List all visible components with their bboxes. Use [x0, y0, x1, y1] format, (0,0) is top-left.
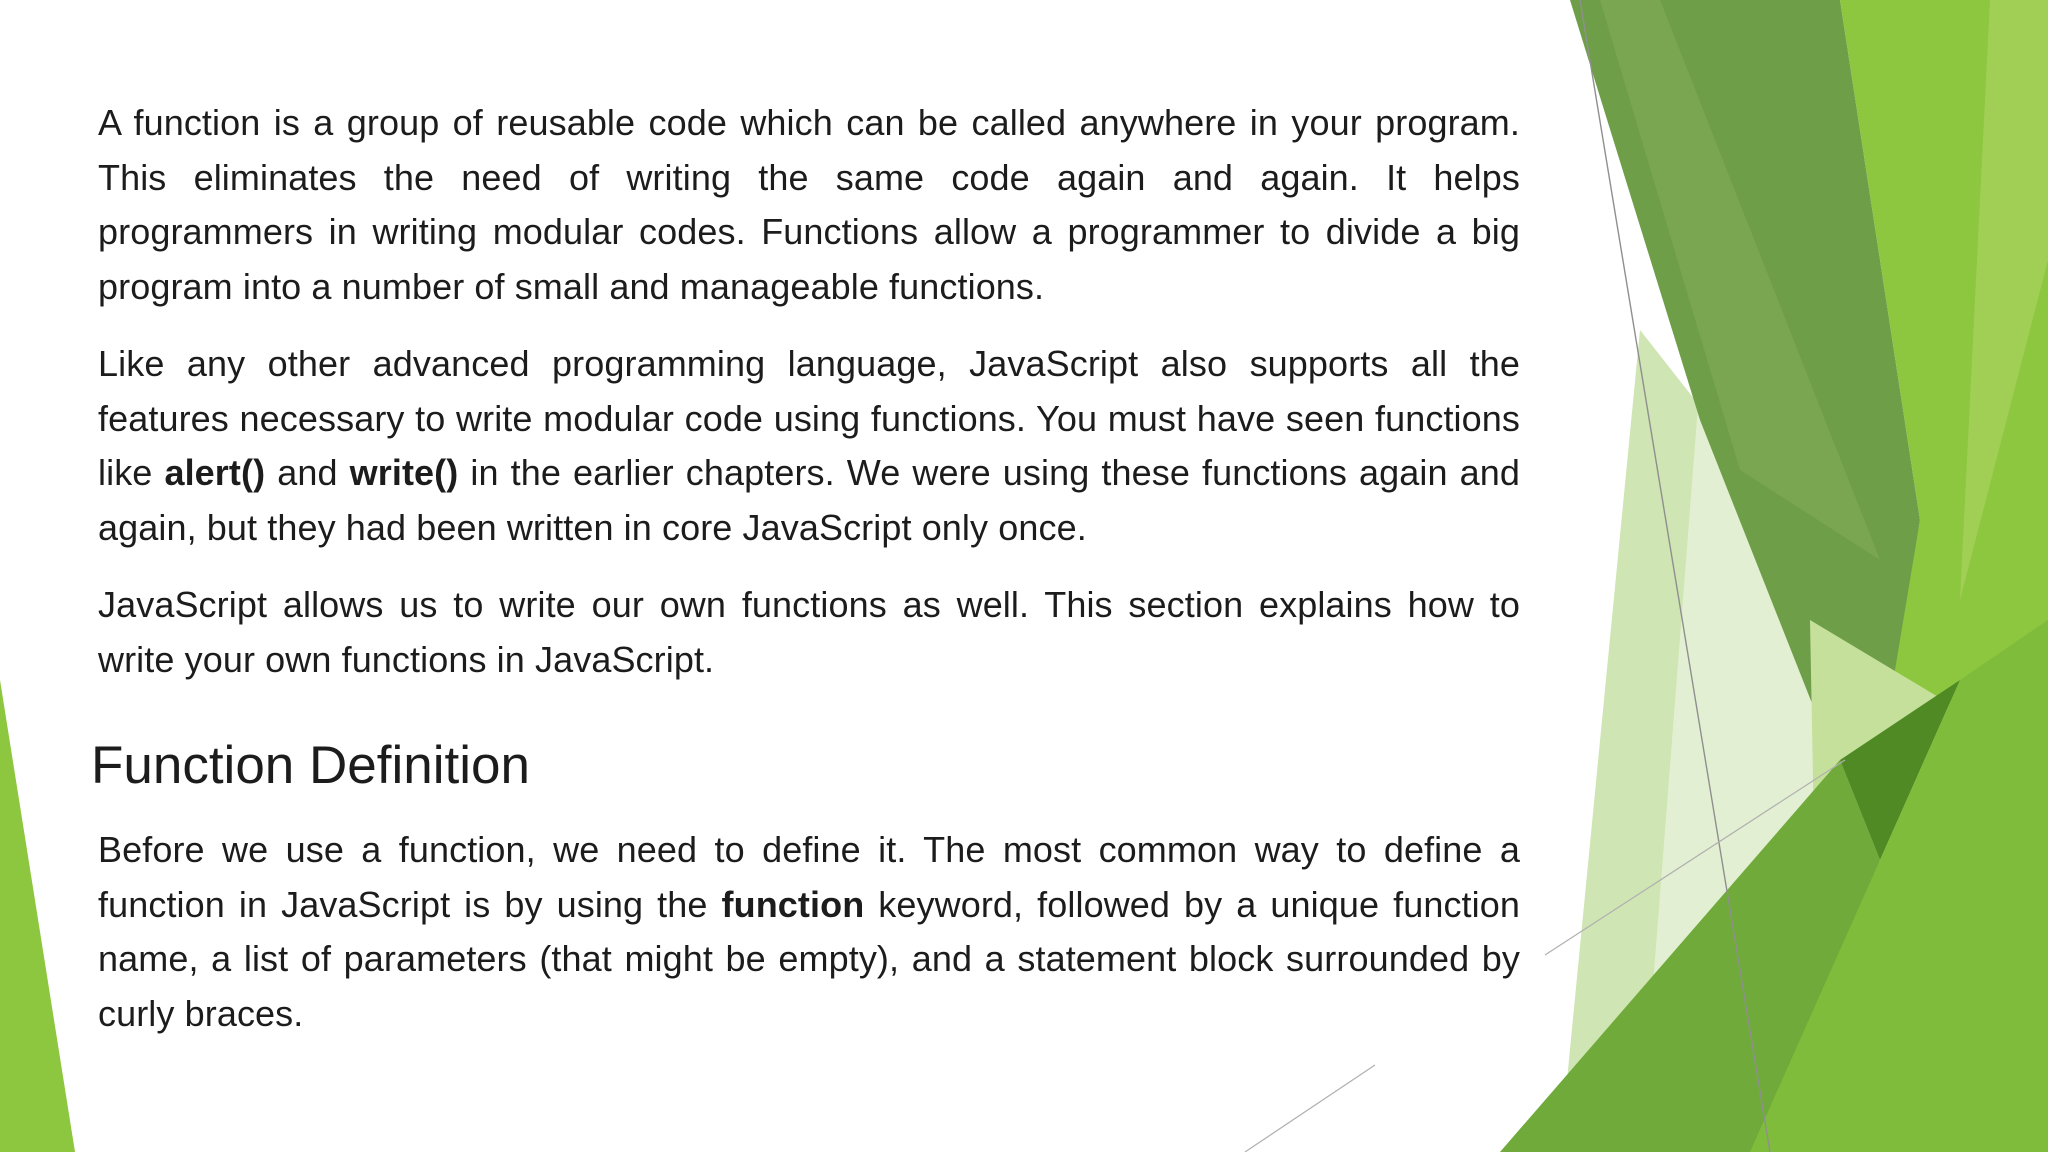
inline-code-write: write()	[349, 452, 459, 493]
paragraph-text: keyword, followed by a unique function name, a list of parameters (that might be empty), and a statement block surrounded by curly braces.	[98, 883, 1520, 1034]
article-content	[91, 96, 1520, 1064]
inline-code-alert: alert()	[164, 452, 266, 493]
paragraph-own-functions: JavaScript allows us to write our own functions as well. This section explains how to write your own functions in JavaScript.	[98, 584, 1520, 680]
paragraph-text: Before we use a function, we need to define it. The most common way to define a function in JavaScript is by using the	[98, 829, 1520, 925]
paragraph-modular-code	[98, 337, 1520, 555]
thin-line-3	[1245, 1065, 1375, 1152]
paragraph-intro: A function is a group of reusable code which can be called anywhere in your program. This eliminates the need of writing the same code again and again. It helps programmers in writing modular codes. Functions allow a programmer to divide a big program into a number of small and manageable functions.	[98, 102, 1520, 307]
paragraph-text: and	[265, 452, 350, 493]
left-green-sliver	[0, 680, 75, 1152]
paragraph-text: in the earlier chapters. We were using these functions again and again, but they had been written in core JavaScript only once.	[98, 452, 1520, 548]
section-heading: Function Definition	[91, 736, 530, 795]
paragraph-function-definition	[98, 823, 1520, 1041]
keyword-function: function	[721, 883, 865, 925]
paragraph-text: Like any other advanced programming language, JavaScript also supports all the features necessary to write modular code using functions. You must have seen functions like	[98, 343, 1520, 493]
